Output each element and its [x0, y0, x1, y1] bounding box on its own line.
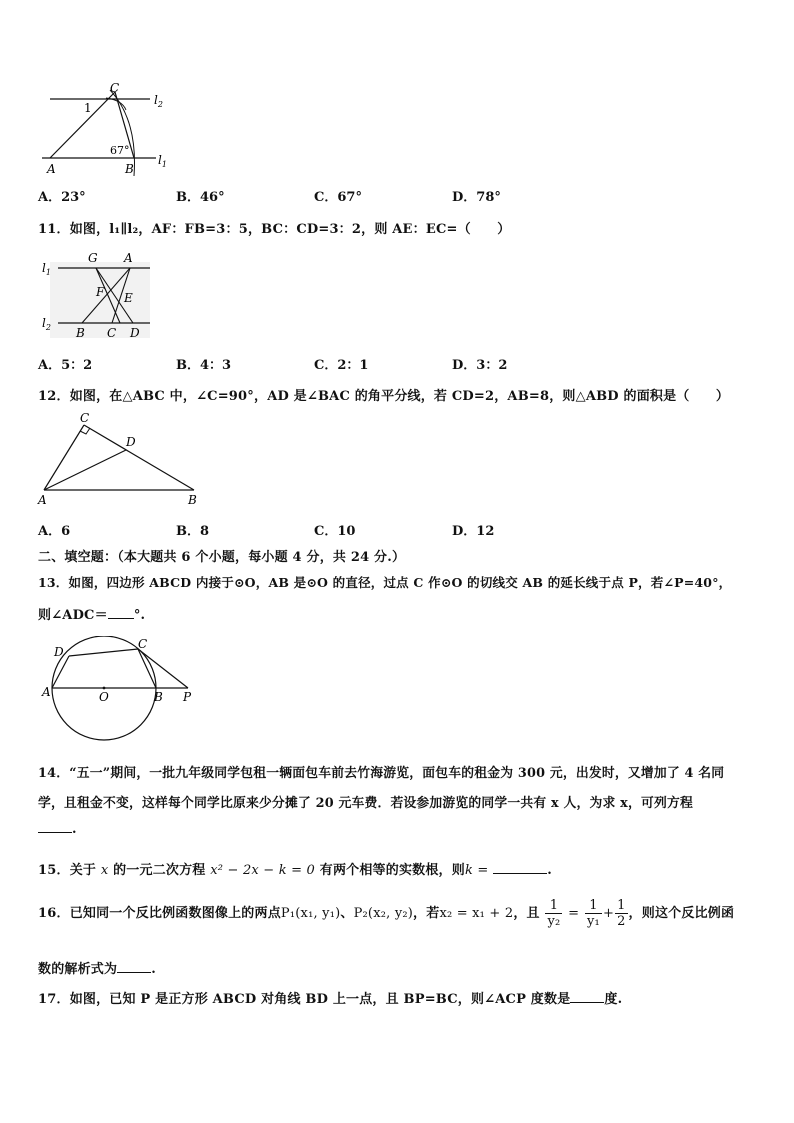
- q16-line1: [38, 898, 734, 929]
- q15-end: .: [547, 863, 552, 878]
- label-d: D: [54, 645, 64, 659]
- fraction-1-over-2: [615, 898, 627, 929]
- label-d: D: [130, 326, 140, 340]
- label-angle-1: 1: [84, 101, 92, 115]
- fraction-numerator: 1: [545, 898, 562, 914]
- q12-stem: 12．如图，在△ABC 中，∠C=90°，AD 是∠BAC 的角平分线，若 CD=2，AB=8，则△ABD 的面积是（ ）: [38, 389, 730, 404]
- fraction-denominator: y₁: [587, 914, 600, 929]
- q16-p1: P₁(x₁, y₁): [280, 906, 341, 921]
- label-l2: $l_2$: [154, 93, 163, 109]
- q16-cond: x₂ = x₁ + 2: [439, 906, 514, 921]
- q16-sep: 、: [340, 906, 354, 921]
- label-l1: $l_1$: [42, 261, 51, 277]
- q15-equation: x² − 2x − k = 0: [210, 863, 316, 878]
- q14-line2: 学，且租金不变，这样每个同学比原来少分摊了 20 元车费．若设参加游览的同学一共有 x 人，为求 x，可列方程: [38, 796, 693, 811]
- q15-var-k: k =: [464, 863, 489, 878]
- label-l1: $l_1$: [158, 153, 167, 169]
- q11-option-a[interactable]: A．5：2: [38, 358, 93, 373]
- q16-line2: [38, 958, 156, 977]
- q12-option-b[interactable]: B．8: [176, 524, 210, 539]
- label-angle-67: 67°: [110, 144, 130, 157]
- answer-blank[interactable]: [570, 1002, 604, 1003]
- q13-figure: [38, 636, 198, 748]
- q10-option-c[interactable]: C．67°: [314, 190, 362, 205]
- q16-p2: P₂(x₂, y₂): [353, 906, 414, 921]
- label-a: A: [47, 162, 56, 176]
- q12-figure: [34, 408, 209, 508]
- segment-cb: [138, 649, 156, 688]
- label-a: A: [38, 493, 47, 507]
- answer-blank[interactable]: [493, 873, 547, 874]
- label-g: G: [88, 251, 98, 265]
- section-heading: 二、填空题：（本大题共 6 个小题，每小题 4 分，共 24 分.）: [38, 550, 406, 565]
- q16-line2-end: .: [151, 962, 156, 977]
- q10-option-a[interactable]: A．23°: [38, 190, 86, 205]
- q13-line2-text: 则∠ADC＝: [38, 608, 108, 623]
- label-a: A: [42, 685, 51, 699]
- q10-option-d[interactable]: D．78°: [452, 190, 501, 205]
- answer-blank[interactable]: [117, 972, 151, 973]
- segment-dc: [69, 649, 138, 656]
- q16-text-d: ，则这个反比例函: [628, 906, 735, 921]
- q14-line1: 14．“五一”期间，一批九年级同学包租一辆面包车前去竹海游览，面包车的租金为 300 元，出发时，又增加了 4 名同: [38, 766, 725, 781]
- q11-option-d[interactable]: D．3：2: [452, 358, 508, 373]
- q16-text-c: ，且: [513, 906, 540, 921]
- q12-option-c[interactable]: C．10: [314, 524, 356, 539]
- q13-line2: [38, 604, 145, 623]
- label-e: E: [124, 291, 133, 305]
- q11-option-c[interactable]: C．2：1: [314, 358, 369, 373]
- q16-line2-text: 数的解析式为: [38, 962, 118, 977]
- tangent-cp: [138, 649, 188, 688]
- label-c: C: [107, 326, 117, 340]
- fraction-denominator: y₂: [547, 914, 561, 929]
- q15: [38, 859, 552, 878]
- q15-text-a: 15．关于: [38, 863, 97, 878]
- q16-plus: +: [602, 906, 615, 921]
- fraction-1-over-y1: [585, 898, 602, 929]
- label-b: B: [154, 690, 163, 704]
- label-c: C: [138, 637, 148, 651]
- label-b: B: [188, 493, 197, 507]
- label-d: D: [126, 435, 136, 449]
- q14-line3-end: .: [72, 822, 77, 837]
- label-f: F: [96, 285, 105, 299]
- label-o: O: [99, 690, 109, 704]
- label-c: C: [80, 411, 90, 425]
- q15-text-b: 的一元二次方程: [113, 863, 206, 878]
- q11-stem: 11．如图，l₁∥l₂，AF：FB=3：5，BC：CD=3：2，则 AE：EC=（ ）: [38, 222, 511, 237]
- q17: [38, 988, 622, 1007]
- label-c: C: [110, 81, 120, 95]
- q12-option-a[interactable]: A．6: [38, 524, 71, 539]
- segment-ac: [50, 92, 115, 158]
- q10-figure: [38, 80, 173, 180]
- q15-text-c: 有两个相等的实数根，则: [319, 863, 465, 878]
- q15-var-x: x: [100, 863, 109, 878]
- q16-equals: =: [568, 906, 580, 921]
- fraction-1-over-y2: [545, 898, 562, 929]
- q16-text-a: 16．已知同一个反比例函数图像上的两点: [38, 906, 281, 921]
- label-l2: $l_2$: [42, 316, 51, 332]
- q14-line3: [38, 822, 77, 837]
- label-b: B: [76, 326, 85, 340]
- answer-blank[interactable]: [108, 618, 134, 619]
- q17-end: 度.: [604, 992, 623, 1007]
- q12-option-d[interactable]: D．12: [452, 524, 495, 539]
- fraction-numerator: 1: [585, 898, 602, 914]
- q11-option-b[interactable]: B．4：3: [176, 358, 232, 373]
- label-a: A: [124, 251, 133, 265]
- q16-text-b: ，若: [413, 906, 440, 921]
- segment-cb: [84, 425, 194, 490]
- q13-line1: 13．如图，四边形 ABCD 内接于⊙O，AB 是⊙O 的直径，过点 C 作⊙O 的切线交 AB 的延长线于点 P，若∠P=40°，: [38, 575, 732, 590]
- label-b: B: [125, 162, 134, 176]
- fraction-numerator: 1: [617, 898, 626, 913]
- fraction-denominator: 2: [617, 914, 626, 929]
- q10-option-b[interactable]: B．46°: [176, 190, 225, 205]
- center-dot: [103, 687, 106, 690]
- answer-blank[interactable]: [38, 832, 72, 833]
- label-p: P: [183, 690, 192, 704]
- q17-text: 17．如图，已知 P 是正方形 ABCD 对角线 BD 上一点，且 BP=BC，则∠ACP 度数是: [38, 992, 571, 1007]
- q13-line2-end: °.: [133, 608, 146, 623]
- q11-figure: [38, 248, 158, 343]
